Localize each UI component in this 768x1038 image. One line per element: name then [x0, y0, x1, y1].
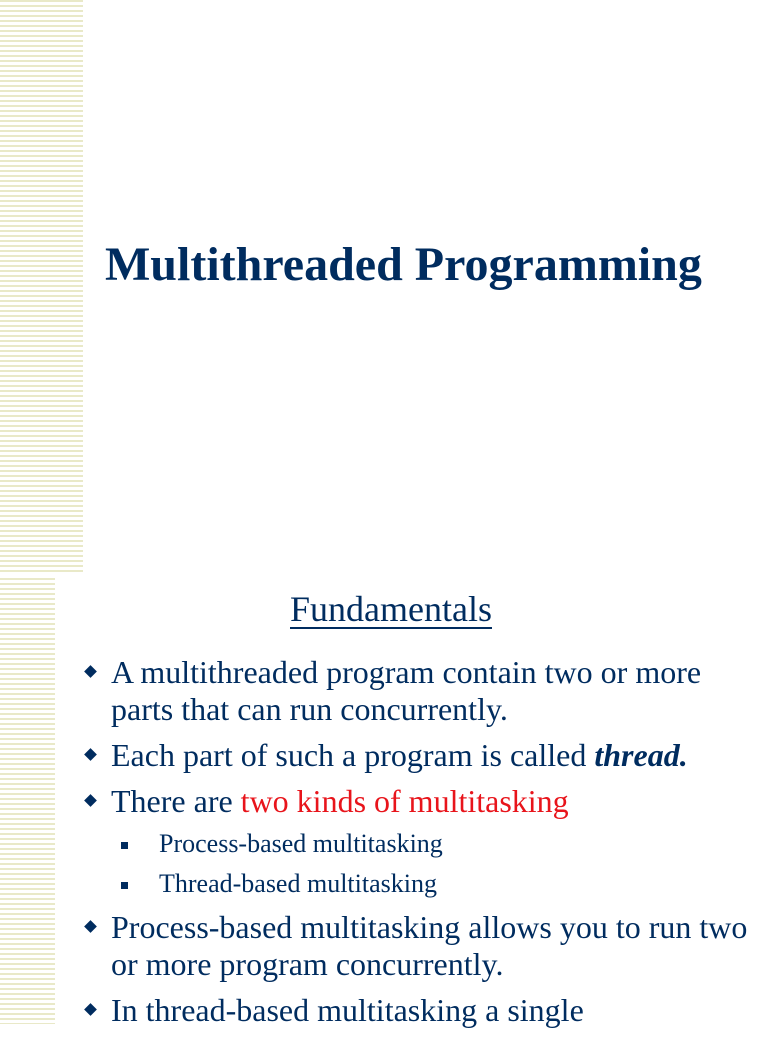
sub-bullet-text: Process-based multitasking [159, 829, 443, 858]
bullet-item [80, 909, 760, 983]
diamond-bullet-icon [84, 748, 97, 761]
section-heading: Fundamentals [290, 589, 492, 629]
sub-bullet-item [80, 829, 760, 859]
bullet-item [80, 783, 760, 820]
bullet-item [80, 992, 760, 1029]
bullet-highlight: two kinds of multitasking [240, 783, 569, 819]
diamond-bullet-icon [84, 794, 97, 807]
bullet-text: There are [111, 783, 241, 819]
square-bullet-icon [121, 842, 128, 849]
sub-bullet-text: Thread-based multitasking [159, 869, 437, 898]
bullet-text: In thread-based multitasking a single [111, 992, 584, 1028]
bullet-text: Process-based multitasking allows you to run two or more program concurrently. [111, 909, 748, 982]
bullet-text: A multithreaded program contain two or more parts that can run concurrently. [111, 654, 702, 727]
bullet-text: Each part of such a program is called [111, 737, 595, 773]
bullet-item [80, 737, 760, 774]
slide-divider [0, 573, 768, 577]
bullet-item [80, 654, 760, 728]
decorative-stripe-bottom [0, 578, 55, 1024]
diamond-bullet-icon [84, 1003, 97, 1016]
sub-bullet-item [80, 869, 760, 899]
square-bullet-icon [121, 882, 128, 889]
bullet-emphasis: thread. [594, 737, 688, 773]
diamond-bullet-icon [84, 665, 97, 678]
slide-title: Multithreaded Programming [105, 238, 702, 291]
bullet-list [80, 654, 760, 1038]
decorative-stripe-top [0, 0, 83, 572]
diamond-bullet-icon [84, 920, 97, 933]
